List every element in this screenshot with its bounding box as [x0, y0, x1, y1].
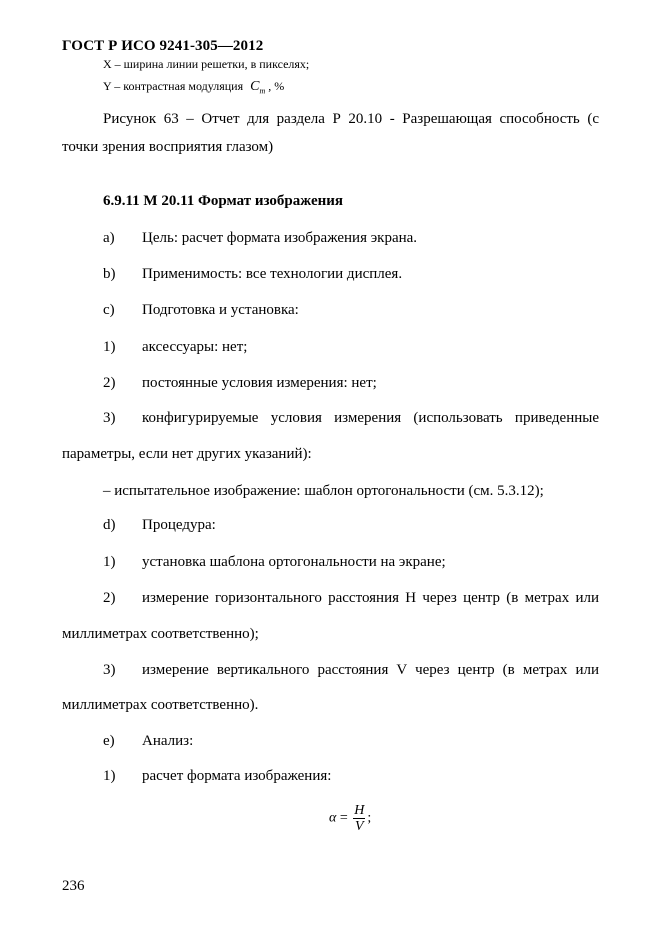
section-heading: 6.9.11 М 20.11 Формат изображения: [103, 193, 344, 209]
list-item: конфигурируемые условия измерения (использовать приведенные: [142, 410, 599, 426]
list-item-continuation: миллиметрах соответственно).: [62, 697, 259, 713]
list-item: Подготовка и установка:: [142, 302, 299, 318]
figure-caption-line2: точки зрения восприятия глазом): [62, 139, 274, 155]
list-item: измерение вертикального расстояния V через центр (в метрах или: [142, 662, 599, 678]
formula-lhs: α: [329, 810, 337, 826]
list-marker: b): [103, 266, 116, 282]
formula-end: ;: [367, 810, 372, 826]
list-item: Процедура:: [142, 517, 216, 533]
list-item: – испытательное изображение: шаблон ортогональности (см. 5.3.12);: [103, 483, 544, 499]
list-item: постоянные условия измерения: нет;: [142, 375, 377, 391]
list-item: измерение горизонтального расстояния Н через центр (в метрах или: [142, 590, 599, 606]
list-item-continuation: параметры, если нет других указаний):: [62, 446, 312, 462]
list-marker: 1): [103, 768, 116, 784]
legend-x: X – ширина линии решетки, в пикселях;: [103, 57, 310, 71]
page-number: 236: [62, 878, 85, 894]
figure-caption-line1: Рисунок 63 – Отчет для раздела Р 20.10 - Разрешающая способность (с: [103, 111, 599, 127]
formula-denominator: V: [355, 819, 364, 834]
list-marker: 2): [103, 590, 116, 606]
list-item: расчет формата изображения:: [142, 768, 332, 784]
list-item: аксессуары: нет;: [142, 339, 248, 355]
list-marker: 3): [103, 410, 116, 426]
legend-y-unit: , %: [268, 79, 285, 93]
list-marker: d): [103, 517, 116, 533]
legend-y-symbol: C: [250, 79, 260, 94]
list-item: установка шаблона ортогональности на экране;: [142, 554, 446, 570]
legend-y: [103, 79, 284, 95]
list-marker: e): [103, 733, 115, 749]
formula-equals: =: [339, 810, 348, 826]
document-header: ГОСТ Р ИСО 9241-305—2012: [62, 38, 264, 54]
list-item-continuation: миллиметрах соответственно);: [62, 626, 259, 642]
list-marker: 1): [103, 339, 116, 355]
formula-fraction: [353, 803, 365, 834]
list-item: Применимость: все технологии дисплея.: [142, 266, 403, 282]
list-item: Анализ:: [142, 733, 194, 749]
list-marker: 3): [103, 662, 116, 678]
list-marker: 1): [103, 554, 116, 570]
list-marker: 2): [103, 375, 116, 391]
formula-numerator: H: [354, 803, 365, 818]
legend-y-subscript: m: [259, 86, 266, 96]
formula-aspect-ratio: [329, 803, 371, 834]
list-marker: а): [103, 230, 115, 246]
legend-y-prefix: Y – контрастная модуляция: [103, 79, 244, 93]
list-marker: c): [103, 302, 115, 318]
list-item: Цель: расчет формата изображения экрана.: [142, 230, 418, 246]
